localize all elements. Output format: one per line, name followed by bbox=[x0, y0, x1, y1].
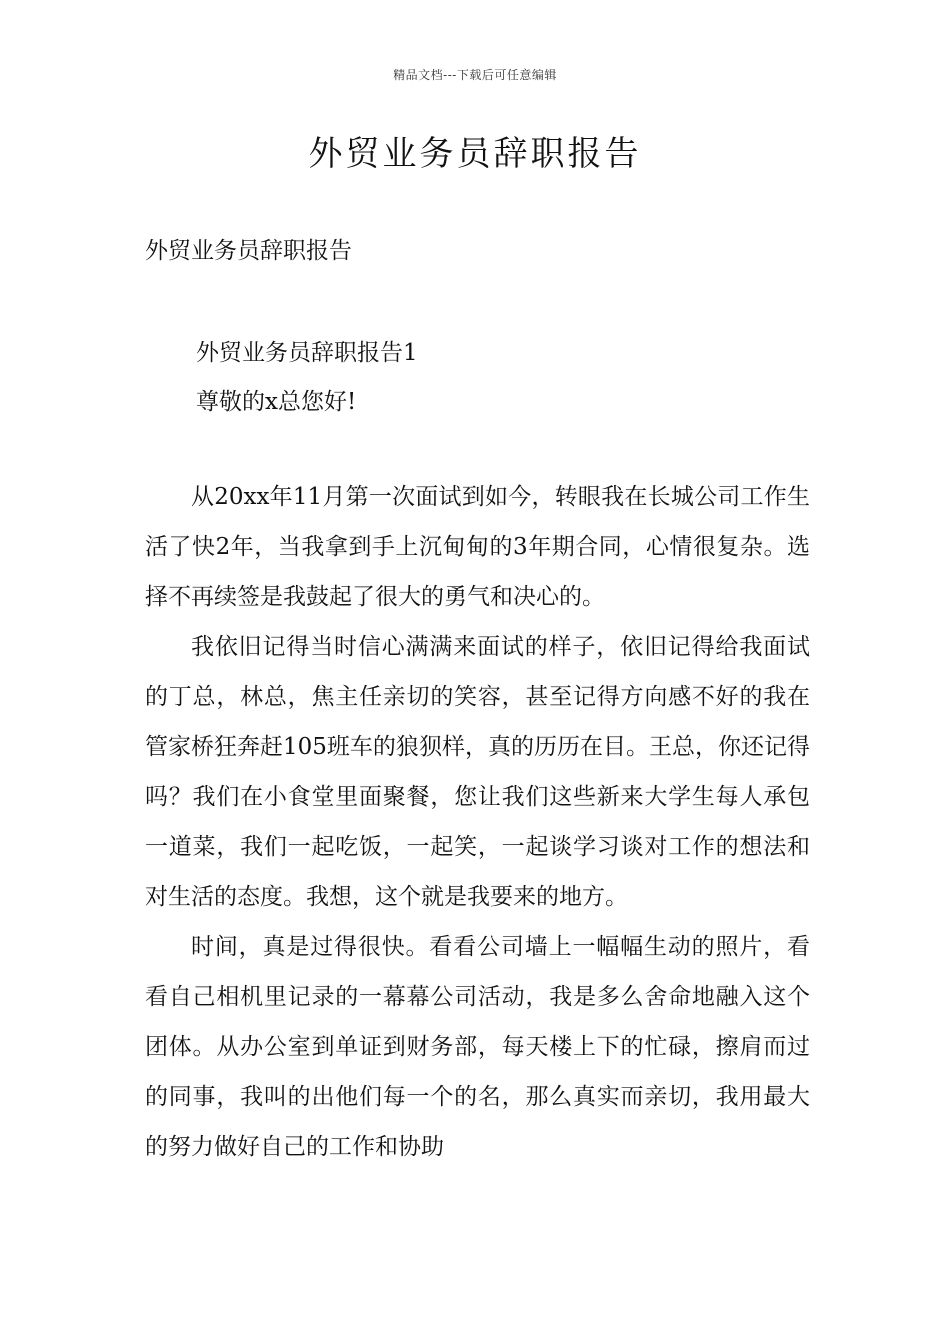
document-subtitle: 外贸业务员辞职报告 bbox=[145, 238, 352, 264]
paragraph: 从20xx年11月第一次面试到如今，转眼我在长城公司工作生活了快2年，当我拿到手上沉甸甸的3年期合同，心情很复杂。选择不再续签是我鼓起了很大的勇气和决心的。 bbox=[145, 484, 810, 610]
salutation: 尊敬的x总您好! bbox=[196, 389, 357, 415]
body-text bbox=[145, 472, 810, 1172]
document-title: 外贸业务员辞职报告 bbox=[308, 134, 642, 174]
section-heading: 外贸业务员辞职报告1 bbox=[196, 340, 418, 366]
header-note: 精品文档---下载后可任意编辑 bbox=[393, 68, 557, 82]
paragraph: 我依旧记得当时信心满满来面试的样子，依旧记得给我面试的丁总，林总，焦主任亲切的笑容，甚至记得方向感不好的我在管家桥狂奔赶105班车的狼狈样，真的历历在目。王总，你还记得吗？我们在小食堂里面聚餐，您让我们这些新来大学生每人承包一道菜，我们一起吃饭，一起笑，一起谈学习谈对工作的想法和对生活的态度。我想，这个就是我要来的地方。 bbox=[145, 634, 810, 910]
paragraph: 时间，真是过得很快。看看公司墙上一幅幅生动的照片，看看自己相机里记录的一幕幕公司活动，我是多么舍命地融入这个团体。从办公室到单证到财务部，每天楼上下的忙碌，擦肩而过的同事，我叫的出他们每一个的名，那么真实而亲切，我用最大的努力做好自己的工作和协助 bbox=[145, 934, 810, 1160]
